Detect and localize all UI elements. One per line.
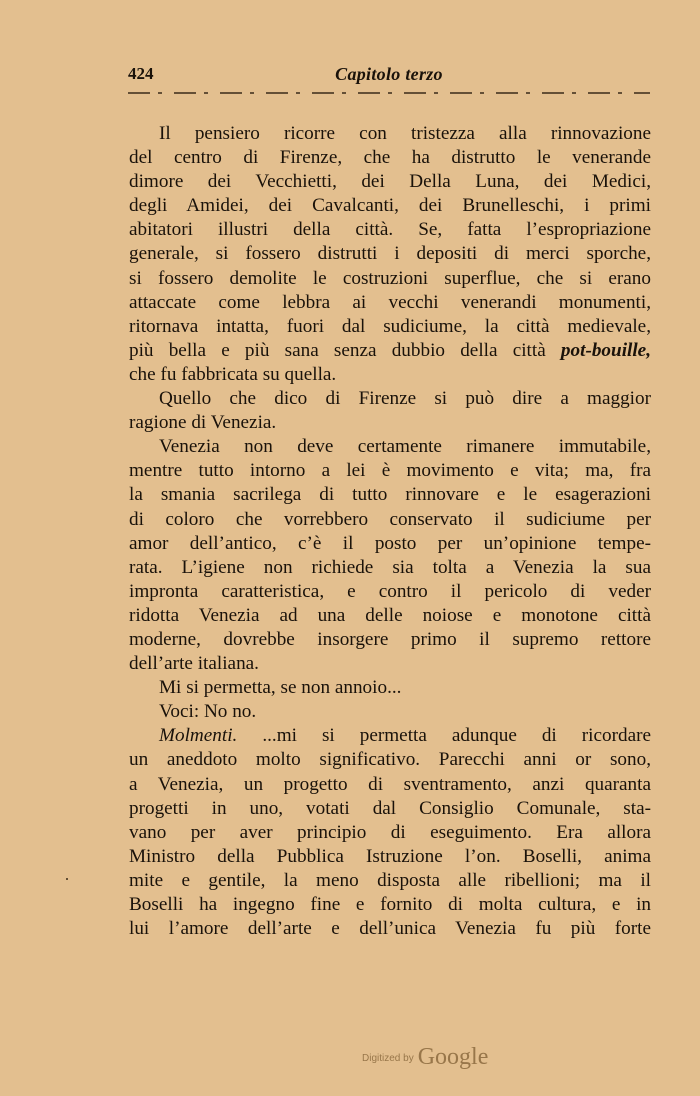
text-line: abitatori illustri della città. Se, fatta l’espropriazione: [129, 219, 651, 241]
text-line: Ministro della Pubblica Istruzione l’on. Boselli, anima: [129, 845, 651, 867]
body-text: [129, 122, 651, 941]
scan-speck: [66, 878, 68, 880]
text-line: la smania sacrilega di tutto rinnovare e le esagerazioni: [129, 484, 651, 506]
text-line: attaccate come lebbra ai vecchi venerandi monumenti,: [129, 291, 651, 313]
page-number: 424: [128, 64, 154, 83]
text-line: che fu fabbricata su quella.: [129, 363, 337, 385]
text-line: rata. L’igiene non richiede sia tolta a Venezia la sua: [129, 556, 651, 578]
text-line: ridotta Venezia ad una delle noiose e monotone città: [129, 604, 651, 626]
text-line: Venezia non deve certamente rimanere immutabile,: [159, 436, 651, 458]
text-line: ragione di Venezia.: [129, 412, 277, 434]
text-line: Il pensiero ricorre con tristezza alla rinnovazione: [159, 123, 651, 144]
digitized-by-google-watermark: [362, 1044, 488, 1071]
running-head: Capitolo terzo: [335, 64, 443, 84]
text-line: dell’arte italiana.: [129, 653, 259, 675]
text-line: di coloro che vorrebbero conservato il sudiciume per: [129, 508, 651, 530]
text-line: Voci: No no.: [159, 701, 257, 723]
text-line: degli Amidei, dei Cavalcanti, dei Brunelleschi, i primi: [129, 195, 651, 217]
page-header: [128, 64, 650, 88]
text-line: progetti in uno, votati dal Consiglio Comunale, sta-: [129, 797, 651, 819]
google-logo-text: Google: [417, 1044, 489, 1070]
text-line: lui l’amore dell’arte e dell’unica Venezia fu più forte: [129, 918, 651, 940]
header-rule: [128, 92, 650, 94]
speaker-name: Molmenti.: [159, 725, 238, 747]
text-line: mite e gentile, la meno disposta alle ribellioni; ma il: [129, 869, 651, 891]
text-line: Boselli ha ingegno fine e fornito di molta cultura, e in: [129, 894, 651, 915]
italic-phrase: pot-bouille,: [560, 339, 651, 361]
text-line: dimore dei Vecchietti, dei Della Luna, dei Medici,: [129, 171, 651, 193]
text-line: generale, si fossero distrutti i depositi di merci sporche,: [129, 243, 651, 265]
text-line: si fossero demolite le costruzioni superflue, che si erano: [129, 267, 651, 289]
text-line: ritornava intatta, fuori dal sudiciume, la città medievale,: [129, 315, 651, 337]
text-line: impronta caratteristica, e contro il pericolo di veder: [129, 580, 651, 602]
text-line: mentre tutto intorno a lei è movimento e vita; ma, fra: [129, 460, 651, 482]
text-line-with-italic: [129, 339, 651, 363]
text-line: amor dell’antico, c’è il posto per un’opinione tempe-: [129, 532, 651, 554]
text-line-with-speaker: [129, 724, 651, 748]
text-line: vano per aver principio di eseguimento. Era allora: [129, 821, 651, 843]
text-line: moderne, dovrebbe insorgere primo il supremo rettore: [129, 628, 651, 650]
text-line: del centro di Firenze, che ha distrutto le venerande: [129, 147, 651, 169]
text-line: Quello che dico di Firenze si può dire a maggior: [159, 388, 651, 410]
watermark-prefix: Digitized by: [362, 1053, 414, 1064]
text-segment: più bella e più sana senza dubbio della città: [129, 339, 561, 361]
text-line: a Venezia, un progetto di sventramento, anzi quaranta: [129, 773, 651, 795]
text-segment: ...mi si permetta adunque di ricordare: [237, 725, 651, 747]
text-line: Mi si permetta, se non annoio...: [159, 677, 402, 699]
text-line: un aneddoto molto significativo. Parecchi anni or sono,: [129, 749, 651, 771]
